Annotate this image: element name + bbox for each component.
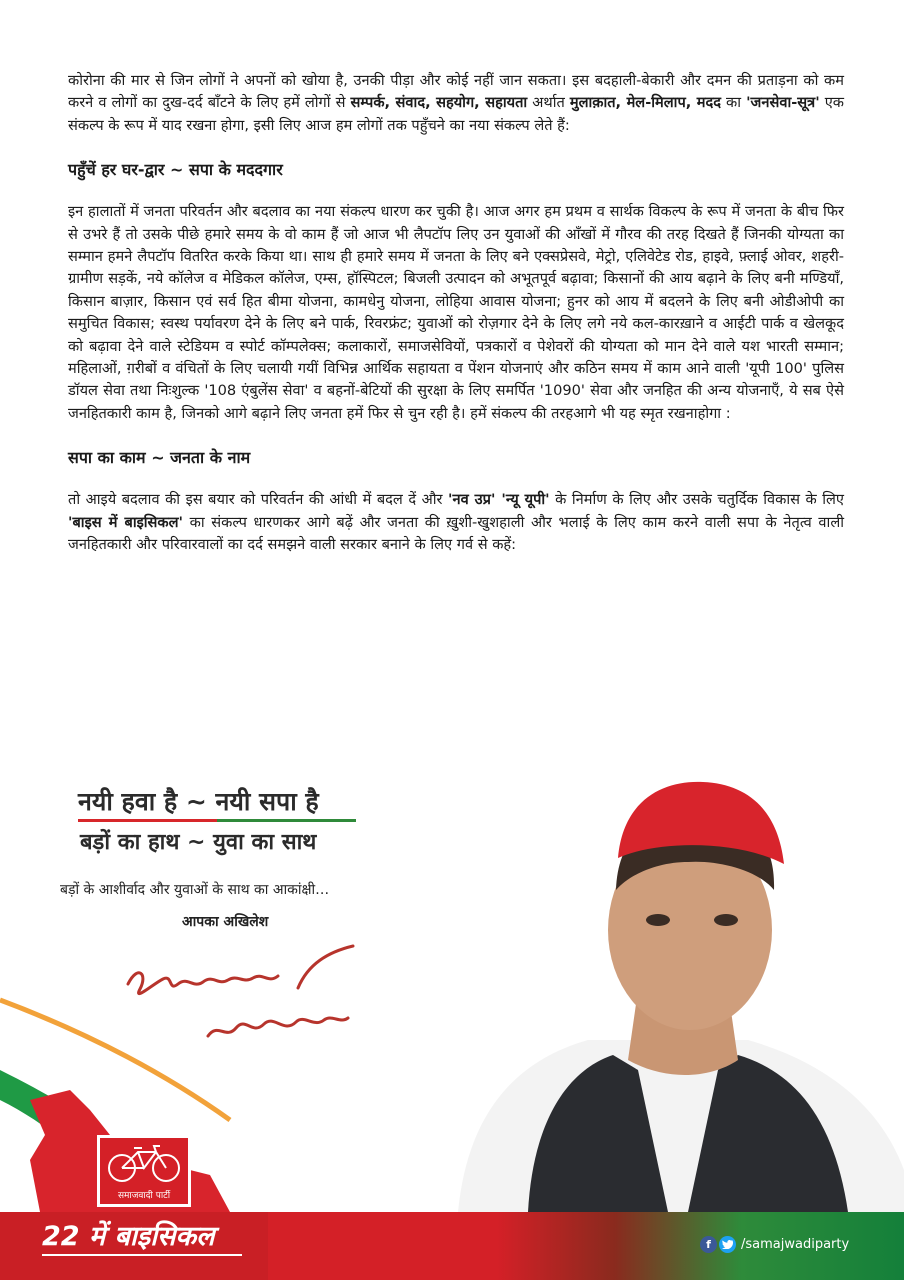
p2-segment: इन हालातों में जनता परिवर्तन और बदलाव का नया संकल्प धारण कर चुकी है। आज अगर हम प्रथम व सार्थक विकल्प के रूप में जनता के बीच फिर से उभरे हैं तो उसके पीछे हमारे समय के वो काम हैं जो आज भी लैपटॉप लिए उन युवाओं की आँखों में गौरव की तरह दिखते हैं जिनकी योग्यता का सम्मान हमने लैपटॉप वितरित करके किया था। साथ ही हमारे समय में जनता के लिए बने एक्सप्रेसवे, मेट्रो, एलिवेटेड रोड, हाइवे, फ़्लाई ओवर, शहरी-ग्रामीण सड़कें, नये कॉलेज व मेडिकल कॉलेज, एम्स, हॉस्पिटल; बिजली उत्पादन को अभूतपूर्व बढ़ावा; किसानों की आय बढ़ाने के लिए बनी मण्डियाँ, किसान बाज़ार, किसान एवं सर्व हित बीमा योजना, कामधेनु योजना, लोहिया आवास योजना; हुनर को आय में बदलने के लिए बनी ओडीओपी का समुचित विकास; स्वस्थ पर्यावरण देने के लिए बने पार्क, रिवरफ्रंट; युवाओं को रोज़गार देने के लिए लगे नये कल-कारख़ाने व आईटी पार्क व खेलकूद को बढ़ावा देने वाले स्टेडियम व स्पोर्ट कॉम्पलेक्स; कलाकारों, समाजसेवियों, पत्रकारों व पेशेवरों की योग्यता को मान देने वाले यश भारती सम्मान; महिलाओं, ग़रीबों व वंचितों के लिए चलायी गयीं विभिन्न आर्थिक सहायता व पेंशन योजनाएं और कठिन समय में काम आने वाली 'यूपी 100' पुलिस डॉयल सेवा तथा निःशुल्क '108 एंबुलेंस सेवा' व बहनों-बेटियों की सुरक्षा के लिए समर्पित '1090' सेवा और जनहित की अन्य योजनाएँ, ये सब ऐसे जनहितकारी काम है, जिनको आगे बढ़ाने लिए जनता हमें फिर से चुन रही है। हमें संकल्प की तरहआगे भी यह स्मृत रखनाहोगा : [68,203,845,422]
footer-bar [0,1212,904,1280]
closing-aspirant-text: बड़ों के आशीर्वाद और युवाओं के साथ का आकांक्षी… [60,882,330,898]
paragraph-2 [68,201,844,425]
social-handle[interactable] [700,1232,849,1256]
slogan-underline [78,819,356,822]
p1-segment: कोरोना की मार से जिन लोगों ने अपनों को खोया है, उनकी पीड़ा और कोई नहीं जान सकता। इस बदहाली-बेकारी और दमन की प्रताड़ना को कम करने व लोगों का दुख-दर्द बाँटने के लिए हमें लोगों से [68,72,844,112]
p1-segment: एक संकल्प के रूप में याद रखना होगा, इसी लिए आज हम लोगों तक पहुँचने का नया संकल्प लेते हैं: [68,94,844,134]
party-logo [97,1135,191,1207]
slogan-line-2: बड़ों का हाथ ~ युवा का साथ [80,830,317,855]
p3-segment: के निर्माण के लिए और उसके चतुर्दिक विकास के लिए [549,491,845,509]
bicycle-icon [100,1138,188,1188]
section-heading-2: सपा का काम ~ जनता के नाम [68,448,251,468]
tagline-underline [42,1254,242,1256]
p1-segment: 'जनसेवा-सूत्र' [746,94,820,112]
section-heading-1: पहुँचें हर घर-द्वार ~ सपा के मददगार [68,160,283,180]
paragraph-3 [68,489,844,556]
social-handle-text: /samajwadiparty [741,1236,850,1252]
p1-segment: अर्थात [527,94,570,112]
party-logo-caption: समाजवादी पार्टी [117,1191,171,1201]
closing-name: आपका अखिलेश [182,914,269,930]
p3-segment: तो आइये बदलाव की इस बयार को परिवर्तन की आंधी में बदल दें और [68,491,449,509]
leader-portrait [438,770,904,1212]
paragraph-1 [68,70,844,137]
letter-body [68,70,844,557]
slogan-line-1: नयी हवा है ~ नयी सपा है [78,787,319,816]
facebook-icon[interactable]: f [700,1236,717,1253]
p1-segment: सम्पर्क, संवाद, सहयोग, सहायता [350,94,528,112]
p1-segment: मुलाक़ात, मेल-मिलाप, मदद [569,94,721,112]
p3-segment: 'नव उप्र' 'न्यू यूपी' [448,491,550,509]
p1-segment: का [720,94,747,112]
p3-segment: 'बाइस में बाइसिकल' [68,513,183,531]
p3-segment: का संकल्प धारणकर आगे बढ़ें और जनता की ख़ुशी-खुशहाली और भलाई के लिए काम करने वाली सपा के नेतृत्व वाली जनहितकारी और परिवारवालों का दर्द समझने वाली सरकार बनाने के लिए गर्व से कहें: [68,513,845,554]
footer-tagline: 22 में बाइसिकल [42,1221,215,1252]
twitter-icon[interactable] [719,1236,736,1253]
